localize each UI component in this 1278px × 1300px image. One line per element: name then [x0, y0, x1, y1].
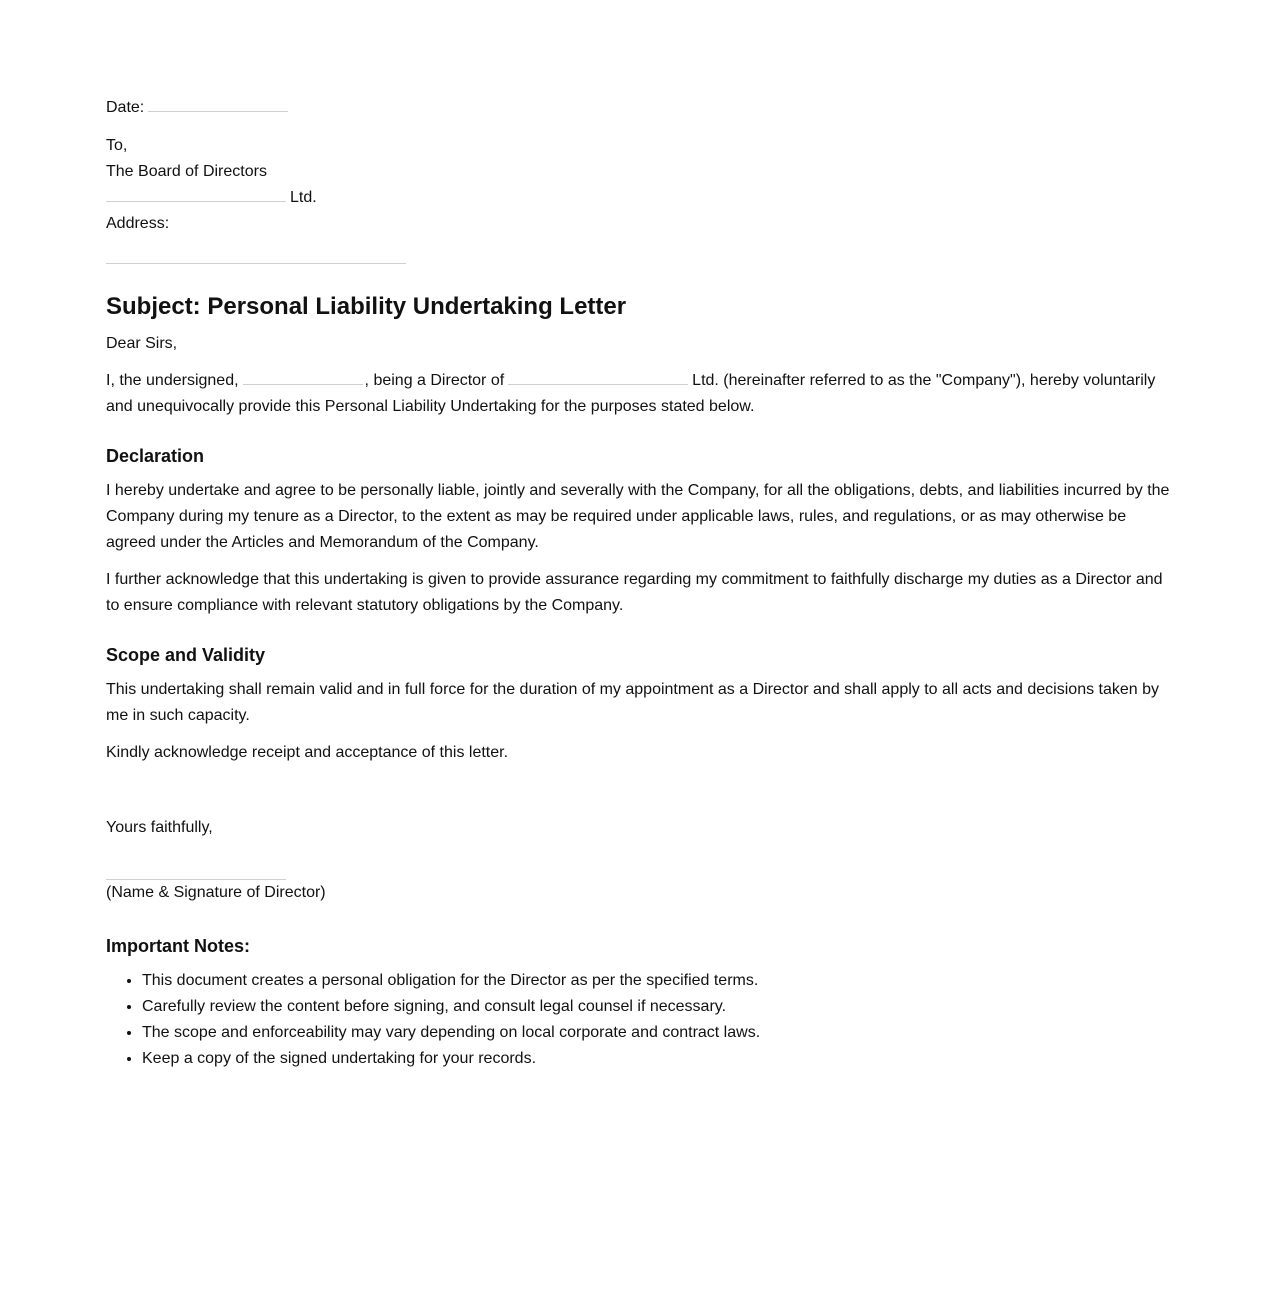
sign-off: Yours faithfully,: [106, 819, 213, 836]
address-label: Address:: [106, 215, 170, 232]
notes-list: [106, 968, 1172, 1072]
list-item: • This document creates a personal obligation for the Director as per the specified terms.: [142, 968, 1172, 994]
salutation: Dear Sirs,: [106, 335, 178, 352]
company-row: [106, 185, 1172, 211]
list-item: • Keep a copy of the signed undertaking for your records.: [142, 1046, 1172, 1072]
declaration-heading: Declaration: [106, 446, 205, 466]
to-label: To,: [106, 137, 128, 154]
signature-label: (Name & Signature of Director): [106, 884, 326, 901]
address-blank: [106, 263, 406, 264]
subject-heading: Subject: Personal Liability Undertaking Letter: [106, 293, 627, 320]
recipient: The Board of Directors: [106, 163, 267, 180]
intro-paragraph: [106, 368, 1172, 420]
director-name-blank: [243, 370, 363, 385]
intro-part-1: I, the undersigned,: [106, 372, 239, 389]
company-name-blank: [106, 187, 286, 202]
scope-heading: Scope and Validity: [106, 645, 266, 665]
notes-heading: Important Notes:: [106, 936, 250, 956]
date-label: Date:: [106, 99, 145, 116]
scope-paragraph-1: This undertaking shall remain valid and in full force for the duration of my appointment as a Director and shall apply to all acts and decisions taken by me in such capacity.: [106, 681, 1160, 724]
intro-part-2: , being a Director of: [364, 372, 505, 389]
declaration-paragraph-1: I hereby undertake and agree to be personally liable, jointly and severally with the Company, for all the obligations, debts, and liabilities incurred by the Company during my tenure as a Director, to the extent as may be required under applicable laws, rules, and regulations, or as may otherwise be agreed under the Articles and Memorandum of the Company.: [106, 482, 1170, 551]
company-name-blank-2: [508, 370, 688, 385]
list-item: • Carefully review the content before signing, and consult legal counsel if necessary.: [142, 994, 1172, 1020]
intro-part-3: Ltd. (hereinafter referred to as the "Company"), hereby voluntarily and unequivocally provide this Personal Liability Undertaking for the purposes stated below.: [106, 372, 1156, 415]
date-blank: [148, 97, 288, 112]
date-row: [106, 95, 1172, 121]
scope-paragraph-2: Kindly acknowledge receipt and acceptance of this letter.: [106, 744, 509, 761]
company-suffix: Ltd.: [290, 189, 317, 206]
declaration-paragraph-2: I further acknowledge that this undertaking is given to provide assurance regarding my commitment to faithfully discharge my duties as a Director and to ensure compliance with relevant statutory obligations by the Company.: [106, 571, 1163, 614]
list-item: • The scope and enforceability may vary depending on local corporate and contract laws.: [142, 1020, 1172, 1046]
